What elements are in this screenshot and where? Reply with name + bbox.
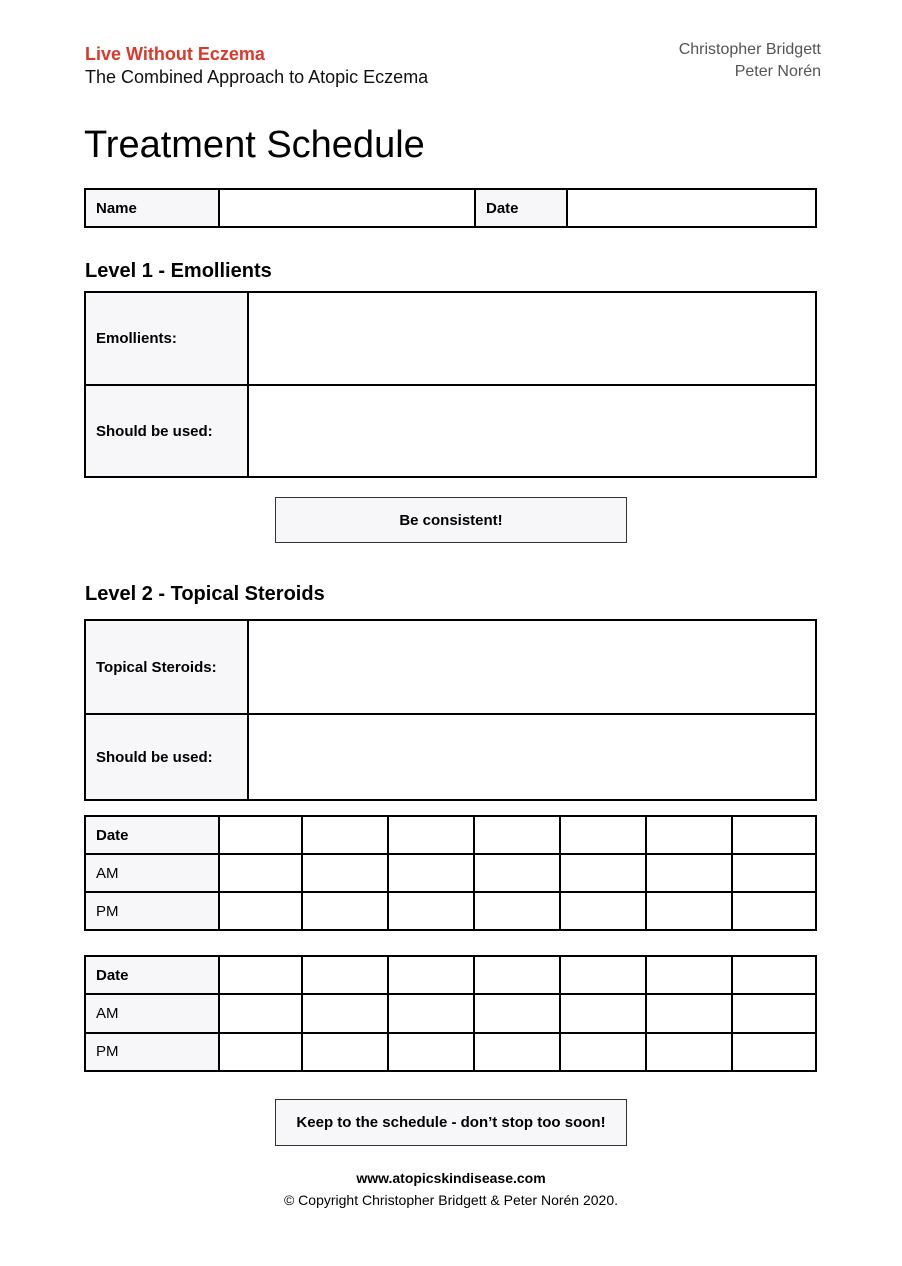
schedule-cell[interactable] — [646, 892, 732, 930]
be-consistent-callout: Be consistent! — [275, 497, 627, 543]
schedule-am-label: AM — [85, 854, 219, 892]
schedule-am-label: AM — [85, 994, 219, 1032]
schedule-pm-label: PM — [85, 1033, 219, 1071]
schedule-cell[interactable] — [732, 816, 816, 854]
keep-schedule-callout: Keep to the schedule - don’t stop too soon! — [275, 1099, 627, 1146]
schedule-cell[interactable] — [388, 1033, 474, 1071]
schedule-cell[interactable] — [474, 854, 560, 892]
schedule-cell[interactable] — [474, 994, 560, 1032]
author-2: Peter Norén — [734, 63, 821, 80]
schedule-cell[interactable] — [732, 1033, 816, 1071]
date-label: Date — [475, 189, 567, 227]
schedule-cell[interactable] — [646, 1033, 732, 1071]
schedule-table-week-1 — [84, 815, 817, 931]
schedule-pm-label: PM — [85, 892, 219, 930]
schedule-cell[interactable] — [560, 892, 646, 930]
schedule-cell[interactable] — [560, 994, 646, 1032]
schedule-cell[interactable] — [474, 956, 560, 994]
schedule-cell[interactable] — [474, 1033, 560, 1071]
schedule-cell[interactable] — [646, 816, 732, 854]
schedule-date-label: Date — [85, 956, 219, 994]
schedule-cell[interactable] — [388, 892, 474, 930]
schedule-cell[interactable] — [474, 892, 560, 930]
emollients-usage-label: Should be used: — [85, 385, 248, 477]
date-field[interactable] — [567, 189, 816, 227]
name-date-table — [84, 188, 817, 228]
name-field[interactable] — [219, 189, 475, 227]
schedule-cell[interactable] — [646, 994, 732, 1032]
schedule-cell[interactable] — [219, 892, 302, 930]
schedule-cell[interactable] — [646, 956, 732, 994]
brand-subtitle: The Combined Approach to Atopic Eczema — [85, 67, 429, 87]
schedule-cell[interactable] — [219, 854, 302, 892]
schedule-cell[interactable] — [560, 854, 646, 892]
schedule-cell[interactable] — [732, 854, 816, 892]
footer-copyright: © Copyright Christopher Bridgett & Peter Norén 2020. — [283, 1192, 619, 1208]
author-1: Christopher Bridgett — [678, 41, 821, 58]
topical-steroids-table — [84, 619, 817, 801]
schedule-cell[interactable] — [302, 994, 388, 1032]
schedule-cell[interactable] — [732, 956, 816, 994]
schedule-cell[interactable] — [560, 1033, 646, 1071]
schedule-cell[interactable] — [302, 892, 388, 930]
schedule-cell[interactable] — [388, 994, 474, 1032]
schedule-cell[interactable] — [560, 956, 646, 994]
emollients-table — [84, 291, 817, 478]
schedule-cell[interactable] — [219, 956, 302, 994]
schedule-cell[interactable] — [732, 994, 816, 1032]
schedule-cell[interactable] — [560, 816, 646, 854]
schedule-cell[interactable] — [302, 854, 388, 892]
schedule-cell[interactable] — [302, 956, 388, 994]
brand-title: Live Without Eczema — [85, 44, 265, 64]
schedule-table-week-2 — [84, 955, 817, 1072]
schedule-cell[interactable] — [732, 892, 816, 930]
page-title: Treatment Schedule — [84, 124, 425, 166]
emollients-label: Emollients: — [85, 292, 248, 385]
steroids-usage-field[interactable] — [248, 714, 816, 800]
topical-steroids-field[interactable] — [248, 620, 816, 714]
schedule-cell[interactable] — [302, 1033, 388, 1071]
level2-heading: Level 2 - Topical Steroids — [85, 583, 325, 605]
schedule-cell[interactable] — [219, 816, 302, 854]
schedule-date-label: Date — [85, 816, 219, 854]
footer-website: www.atopicskindisease.com — [356, 1170, 546, 1186]
schedule-cell[interactable] — [219, 994, 302, 1032]
schedule-cell[interactable] — [302, 816, 388, 854]
schedule-cell[interactable] — [219, 1033, 302, 1071]
level1-heading: Level 1 - Emollients — [85, 260, 272, 282]
name-label: Name — [85, 189, 219, 227]
schedule-cell[interactable] — [388, 854, 474, 892]
emollients-usage-field[interactable] — [248, 385, 816, 477]
schedule-cell[interactable] — [474, 816, 560, 854]
schedule-cell[interactable] — [646, 854, 732, 892]
schedule-cell[interactable] — [388, 956, 474, 994]
schedule-cell[interactable] — [388, 816, 474, 854]
topical-steroids-label: Topical Steroids: — [85, 620, 248, 714]
steroids-usage-label: Should be used: — [85, 714, 248, 800]
emollients-field[interactable] — [248, 292, 816, 385]
